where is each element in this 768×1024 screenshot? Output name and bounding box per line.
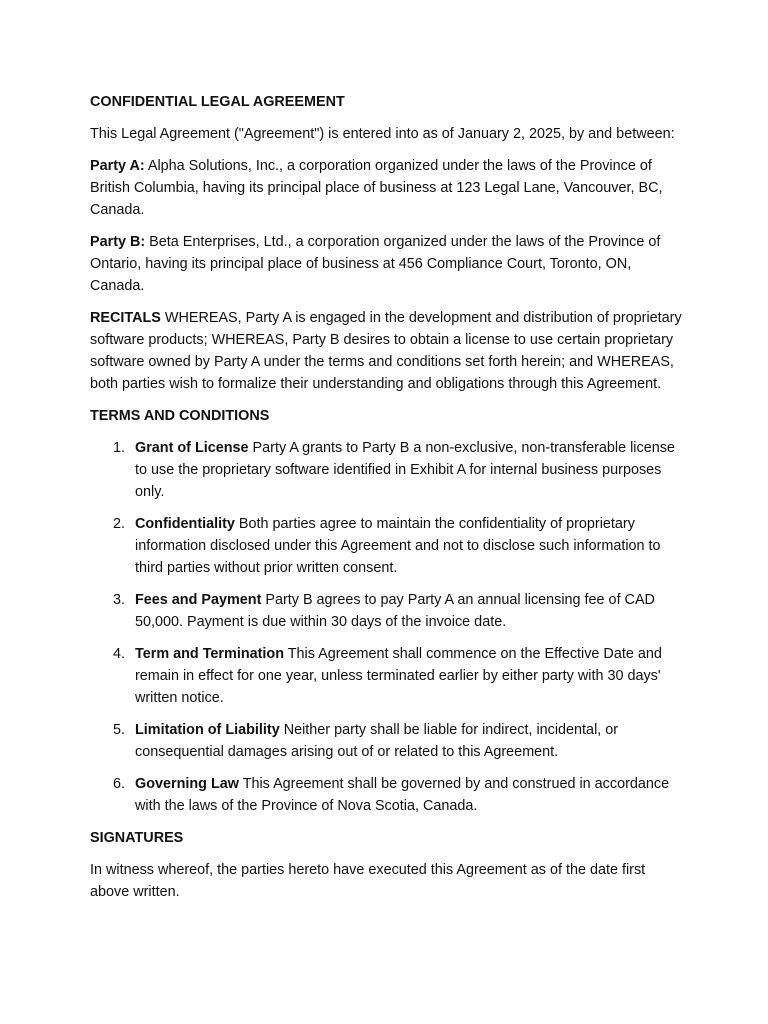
recitals-paragraph: [90, 307, 686, 395]
intro-paragraph: This Legal Agreement ("Agreement") is entered into as of January 2, 2025, by and between:: [90, 126, 675, 142]
recitals-text: WHEREAS, Party A is engaged in the development and distribution of proprietary software products; WHEREAS, Party B desires to obtain a license to use certain proprietary software owned by Party A under the terms and conditions set forth herein; and WHEREAS, both parties wish to formalize their understanding and obligations through this Agreement.: [90, 310, 682, 392]
term-title: Governing Law: [135, 776, 239, 792]
party-a-paragraph: [90, 155, 686, 221]
recitals-label: RECITALS: [90, 310, 161, 326]
term-text: Party B agrees to pay Party A an annual licensing fee of CAD 50,000. Payment is due within 30 days of the invoice date.: [135, 592, 655, 630]
term-title: Limitation of Liability: [135, 722, 280, 738]
term-text: Both parties agree to maintain the confidentiality of proprietary information disclosed under this Agreement and not to disclose such information to third parties without prior written consent.: [135, 516, 661, 576]
term-item: [90, 589, 686, 633]
terms-heading: TERMS AND CONDITIONS: [90, 408, 270, 424]
term-number: 5.: [113, 722, 126, 738]
term-item: [90, 643, 686, 709]
term-title: Confidentiality: [135, 516, 235, 532]
term-number: 3.: [113, 592, 126, 608]
document-page: [90, 91, 686, 913]
term-item: [90, 773, 686, 817]
party-a-label: Party A:: [90, 158, 145, 174]
terms-list: [90, 437, 686, 817]
term-number: 2.: [113, 516, 126, 532]
term-number: 6.: [113, 776, 126, 792]
term-title: Fees and Payment: [135, 592, 262, 608]
party-b-label: Party B:: [90, 234, 146, 250]
term-text: Neither party shall be liable for indirect, incidental, or consequential damages arising out of or related to this Agreement.: [135, 722, 619, 760]
term-item: [90, 437, 686, 503]
term-text: Party A grants to Party B a non-exclusive, non-transferable license to use the proprietary software identified in Exhibit A for internal business purposes only.: [135, 440, 675, 500]
term-number: 1.: [113, 440, 126, 456]
term-title: Grant of License: [135, 440, 249, 456]
document-title: CONFIDENTIAL LEGAL AGREEMENT: [90, 94, 345, 110]
signatures-paragraph: In witness whereof, the parties hereto have executed this Agreement as of the date first above written.: [90, 862, 646, 900]
term-text: This Agreement shall be governed by and construed in accordance with the laws of the Province of Nova Scotia, Canada.: [135, 776, 670, 814]
term-number: 4.: [113, 646, 126, 662]
signatures-heading: SIGNATURES: [90, 830, 184, 846]
term-text: This Agreement shall commence on the Effective Date and remain in effect for one year, unless terminated earlier by either party with 30 days' written notice.: [135, 646, 662, 706]
party-a-text: Alpha Solutions, Inc., a corporation organized under the laws of the Province of British Columbia, having its principal place of business at 123 Legal Lane, Vancouver, BC, Canada.: [90, 158, 663, 218]
term-item: [90, 513, 686, 579]
term-title: Term and Termination: [135, 646, 284, 662]
party-b-text: Beta Enterprises, Ltd., a corporation organized under the laws of the Province of Ontario, having its principal place of business at 456 Compliance Court, Toronto, ON, Canada.: [90, 234, 661, 294]
term-item: [90, 719, 686, 763]
party-b-paragraph: [90, 231, 686, 297]
